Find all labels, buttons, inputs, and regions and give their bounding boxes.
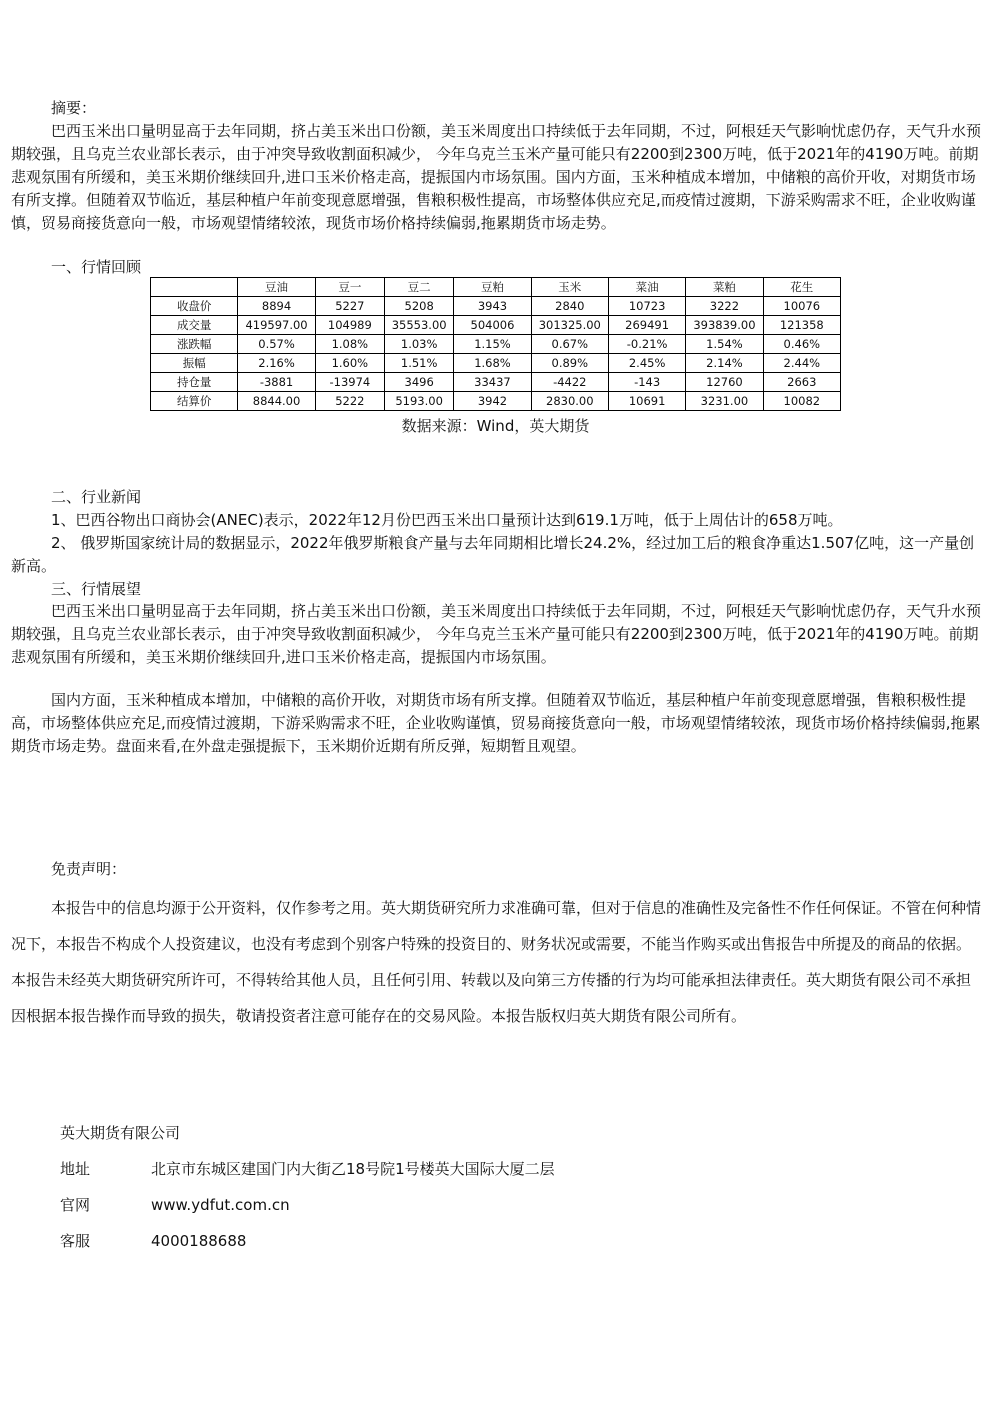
table-cell: 1.60% [315, 354, 384, 373]
table-cell: 1.54% [686, 335, 763, 354]
table-cell: 2.14% [686, 354, 763, 373]
table-header-row [151, 278, 841, 297]
disclaimer-paragraph: 本报告中的信息均源于公开资料，仅作参考之用。英大期货研究所力求准确可靠，但对于信息的准确性及完备性不作任何保证。不管在何种情况下，本报告不构成个人投资建议，也没有考虑到个别客户特殊的投资目的、财务状况或需要，不能当作购买或出售报告中所提及的商品的依据。本报告未经英大期货研究所许可，不得转给其他人员，且任何引用、转载以及向第三方传播的行为均可能承担法律责任。英大期货有限公司不承担因根据本报告操作而导致的损失，敬请投资者注意可能存在的交易风险。本报告版权归英大期货有限公司所有。 [11, 899, 982, 1025]
table-row [151, 392, 841, 411]
table-cell: 5227 [315, 297, 384, 316]
outlook-heading: 三、行情展望 [51, 580, 142, 598]
table-cell: 301325.00 [531, 316, 608, 335]
table-cell: -0.21% [608, 335, 685, 354]
table-cell: 1.68% [454, 354, 531, 373]
table-cell: 0.57% [238, 335, 315, 354]
table-header-cell: 花生 [763, 278, 840, 297]
industry-news-heading: 二、行业新闻 [51, 488, 142, 506]
service-label: 客服 [60, 1232, 91, 1250]
table-cell: 10723 [608, 297, 685, 316]
row-label-cell: 持仓量 [151, 373, 238, 392]
table-cell: 8844.00 [238, 392, 315, 411]
website-label: 官网 [60, 1196, 91, 1214]
market-review-heading: 一、行情回顾 [51, 258, 142, 276]
outlook-paragraph: 巴西玉米出口量明显高于去年同期，挤占美玉米出口份额，美玉米周度出口持续低于去年同期，不过，阿根廷天气影响忧虑仍存，天气升水预期较强，且乌克兰农业部长表示，由于冲突导致收割面积减少， 今年乌克兰玉米产量可能只有2200到2300万吨，低于2021年的4190万吨。前期悲观氛围有所缓和，美玉米期价继续回升,进口玉米价格走高，提振国内市场氛围。 [11, 602, 982, 666]
table-cell: 10691 [608, 392, 685, 411]
table-header-cell: 豆一 [315, 278, 384, 297]
disclaimer-heading: 免责声明： [51, 860, 127, 878]
table-cell: 104989 [315, 316, 384, 335]
table-cell: 12760 [686, 373, 763, 392]
table-cell: 5193.00 [385, 392, 454, 411]
table-cell: 0.89% [531, 354, 608, 373]
table-cell: 3942 [454, 392, 531, 411]
table-cell: 2.45% [608, 354, 685, 373]
table-cell: 3231.00 [686, 392, 763, 411]
table-header-cell: 豆粕 [454, 278, 531, 297]
row-label-cell: 振幅 [151, 354, 238, 373]
table-cell: 8894 [238, 297, 315, 316]
summary-paragraph: 巴西玉米出口量明显高于去年同期，挤占美玉米出口份额，美玉米周度出口持续低于去年同期，不过，阿根廷天气影响忧虑仍存，天气升水预期较强，且乌克兰农业部长表示，由于冲突导致收割面积减少， 今年乌克兰玉米产量可能只有2200到2300万吨，低于2021年的4190万吨。前期悲观氛围有所缓和，美玉米期价继续回升,进口玉米价格走高，提振国内市场氛围。国内方面，玉米种植成本增加，中储粮的高价开收，对期货市场有所支撑。但随着双节临近，基层种植户年前变现意愿增强，售粮积极性提高，市场整体供应充足,而疫情过渡期，下游采购需求不旺，企业收购谨慎，贸易商接货意向一般，市场观望情绪较浓，现货市场价格持续偏弱,拖累期货市场走势。 [11, 122, 982, 232]
table-header-cell: 菜油 [608, 278, 685, 297]
table-cell: 2663 [763, 373, 840, 392]
address-value: 北京市东城区建国门内大街乙18号院1号楼英大国际大厦二层 [151, 1160, 555, 1178]
summary-heading: 摘要： [51, 99, 97, 117]
row-label-cell: 涨跌幅 [151, 335, 238, 354]
table-row [151, 297, 841, 316]
table-cell: 504006 [454, 316, 531, 335]
table-cell: 0.46% [763, 335, 840, 354]
outlook-paragraph: 国内方面，玉米种植成本增加，中储粮的高价开收，对期货市场有所支撑。但随着双节临近，基层种植户年前变现意愿增强，售粮积极性提高，市场整体供应充足,而疫情过渡期，下游采购需求不旺，企业收购谨慎，贸易商接货意向一般，市场观望情绪较浓，现货市场价格持续偏弱,拖累期货市场走势。盘面来看,在外盘走强提振下，玉米期价近期有所反弹，短期暂且观望。 [11, 691, 981, 755]
company-name: 英大期货有限公司 [60, 1124, 181, 1142]
table-cell: 2840 [531, 297, 608, 316]
table-cell: 2.16% [238, 354, 315, 373]
table-cell: 419597.00 [238, 316, 315, 335]
table-cell: 5208 [385, 297, 454, 316]
table-row [151, 373, 841, 392]
table-cell: -4422 [531, 373, 608, 392]
table-cell: -13974 [315, 373, 384, 392]
address-label: 地址 [60, 1160, 91, 1178]
table-cell: 35553.00 [385, 316, 454, 335]
table-header-cell: 豆油 [238, 278, 315, 297]
news-item: 1、巴西谷物出口商协会(ANEC)表示，2022年12月份巴西玉米出口量预计达到619.1万吨，低于上周估计的658万吨。 [51, 511, 843, 529]
table-header-cell [151, 278, 238, 297]
table-cell: 10076 [763, 297, 840, 316]
table-cell: 121358 [763, 316, 840, 335]
table-cell: -3881 [238, 373, 315, 392]
table-cell: 3496 [385, 373, 454, 392]
table-row [151, 354, 841, 373]
table-cell: 269491 [608, 316, 685, 335]
row-label-cell: 结算价 [151, 392, 238, 411]
table-cell: 1.51% [385, 354, 454, 373]
table-cell: 0.67% [531, 335, 608, 354]
data-source-caption: 数据来源：Wind，英大期货 [401, 417, 590, 435]
table-cell: 1.08% [315, 335, 384, 354]
table-header-cell: 豆二 [385, 278, 454, 297]
table-header-cell: 菜粕 [686, 278, 763, 297]
table-row [151, 335, 841, 354]
service-value: 4000188688 [151, 1232, 247, 1250]
table-cell: 5222 [315, 392, 384, 411]
row-label-cell: 成交量 [151, 316, 238, 335]
table-cell: 3943 [454, 297, 531, 316]
website-value: www.ydfut.com.cn [151, 1196, 290, 1214]
table-cell: 3222 [686, 297, 763, 316]
table-cell: 33437 [454, 373, 531, 392]
table-cell: 10082 [763, 392, 840, 411]
table-row [151, 316, 841, 335]
market-table [150, 277, 841, 411]
table-cell: -143 [608, 373, 685, 392]
table-cell: 1.03% [385, 335, 454, 354]
news-item: 2、 俄罗斯国家统计局的数据显示，2022年俄罗斯粮食产量与去年同期相比增长24.2%，经过加工后的粮食净重达1.507亿吨，这一产量创新高。 [11, 534, 975, 575]
table-cell: 2830.00 [531, 392, 608, 411]
row-label-cell: 收盘价 [151, 297, 238, 316]
table-header-cell: 玉米 [531, 278, 608, 297]
table-cell: 393839.00 [686, 316, 763, 335]
table-cell: 2.44% [763, 354, 840, 373]
table-cell: 1.15% [454, 335, 531, 354]
